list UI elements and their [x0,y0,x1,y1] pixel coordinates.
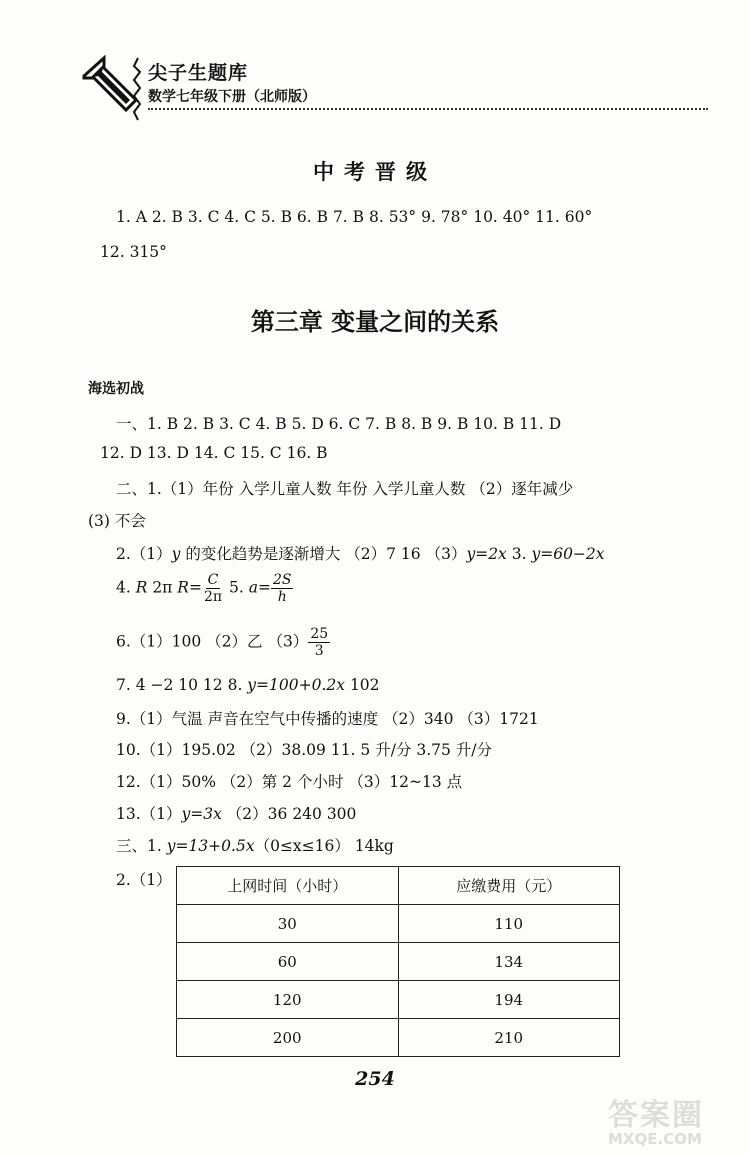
table-cell: 30 [177,905,399,943]
answer-line: 一、1. B 2. B 3. C 4. B 5. D 6. C 7. B 8. B 9. B 10. B 11. D [116,415,562,433]
table-row [177,905,620,943]
table-header: 应缴费用（元） [398,867,620,905]
table-row [177,1019,620,1057]
fraction: $\frac{2S}{h}$ [272,572,292,605]
section-title-zhongkao: 中考晋级 [313,160,437,184]
watermark-text: 答案圈 [608,1098,704,1133]
table-header-row [177,867,620,905]
fraction: $\frac{25}{3}$ [310,626,329,659]
answer-line: 三、1. y=13+0.5x（0≤x≤16） 14kg [116,837,394,855]
table-cell: 110 [398,905,620,943]
arrow-logo-icon [80,54,142,124]
answer-line: 二、1.（1）年份 入学儿童人数 年份 入学儿童人数 （2）逐年减少 [116,480,574,498]
table-cell: 194 [398,981,620,1019]
answer-line: 12.（1）50% （2）第 2 个小时 （3）12~13 点 [116,773,463,791]
chapter-title: 第三章 变量之间的关系 [250,308,500,336]
answer-line: 7. 4 −2 10 12 8. y=100+0.2x 102 [116,676,380,694]
internet-fee-table [176,866,620,1057]
table-cell: 134 [398,943,620,981]
watermark [608,1090,743,1150]
book-subtitle: 数学七年级下册（北师版） [148,89,316,105]
table-cell: 120 [177,981,399,1019]
page-number: 254 [355,1068,395,1090]
answer-line: (3) 不会 [88,512,146,530]
fraction: $\frac{C}{2\pi}$ [203,572,223,605]
subsection-label: 海选初战 [88,381,144,397]
answer-line: 13.（1）y=3x （2）36 240 300 [116,805,357,823]
answer-line: 1. A 2. B 3. C 4. C 5. B 6. B 7. B 8. 53° 9. 78° 10. 40° 11. 60° [116,208,593,226]
answer-line: 4. R 2π R= $\frac{C}{2\pi}$ 5. a= $\frac{2S}{h}$ [116,572,292,605]
brand-title: 尖子生题库 [148,62,249,84]
answer-line: 2.（1） [116,871,172,889]
answer-line: 12. D 13. D 14. C 15. C 16. B [100,444,328,462]
table-header: 上网时间（小时） [177,867,399,905]
table-row [177,981,620,1019]
table-row [177,943,620,981]
watermark-url: MXQE.COM [608,1130,702,1148]
header-divider [148,108,708,110]
answer-line: 10.（1）195.02 （2）38.09 11. 5 升/分 3.75 升/分 [116,741,493,759]
table-cell: 60 [177,943,399,981]
page-header [80,48,710,128]
answer-line: 2.（1）y 的变化趋势是逐渐增大 （2）7 16 （3）y=2x 3. y=60−2x [116,545,605,563]
table-cell: 200 [177,1019,399,1057]
answer-line: 9.（1）气温 声音在空气中传播的速度 （2）340 （3）1721 [116,710,539,728]
table-cell: 210 [398,1019,620,1057]
answer-line: 12. 315° [100,243,167,261]
answer-line: 6.（1）100 （2）乙 （3） $\frac{25}{3}$ [116,626,329,659]
